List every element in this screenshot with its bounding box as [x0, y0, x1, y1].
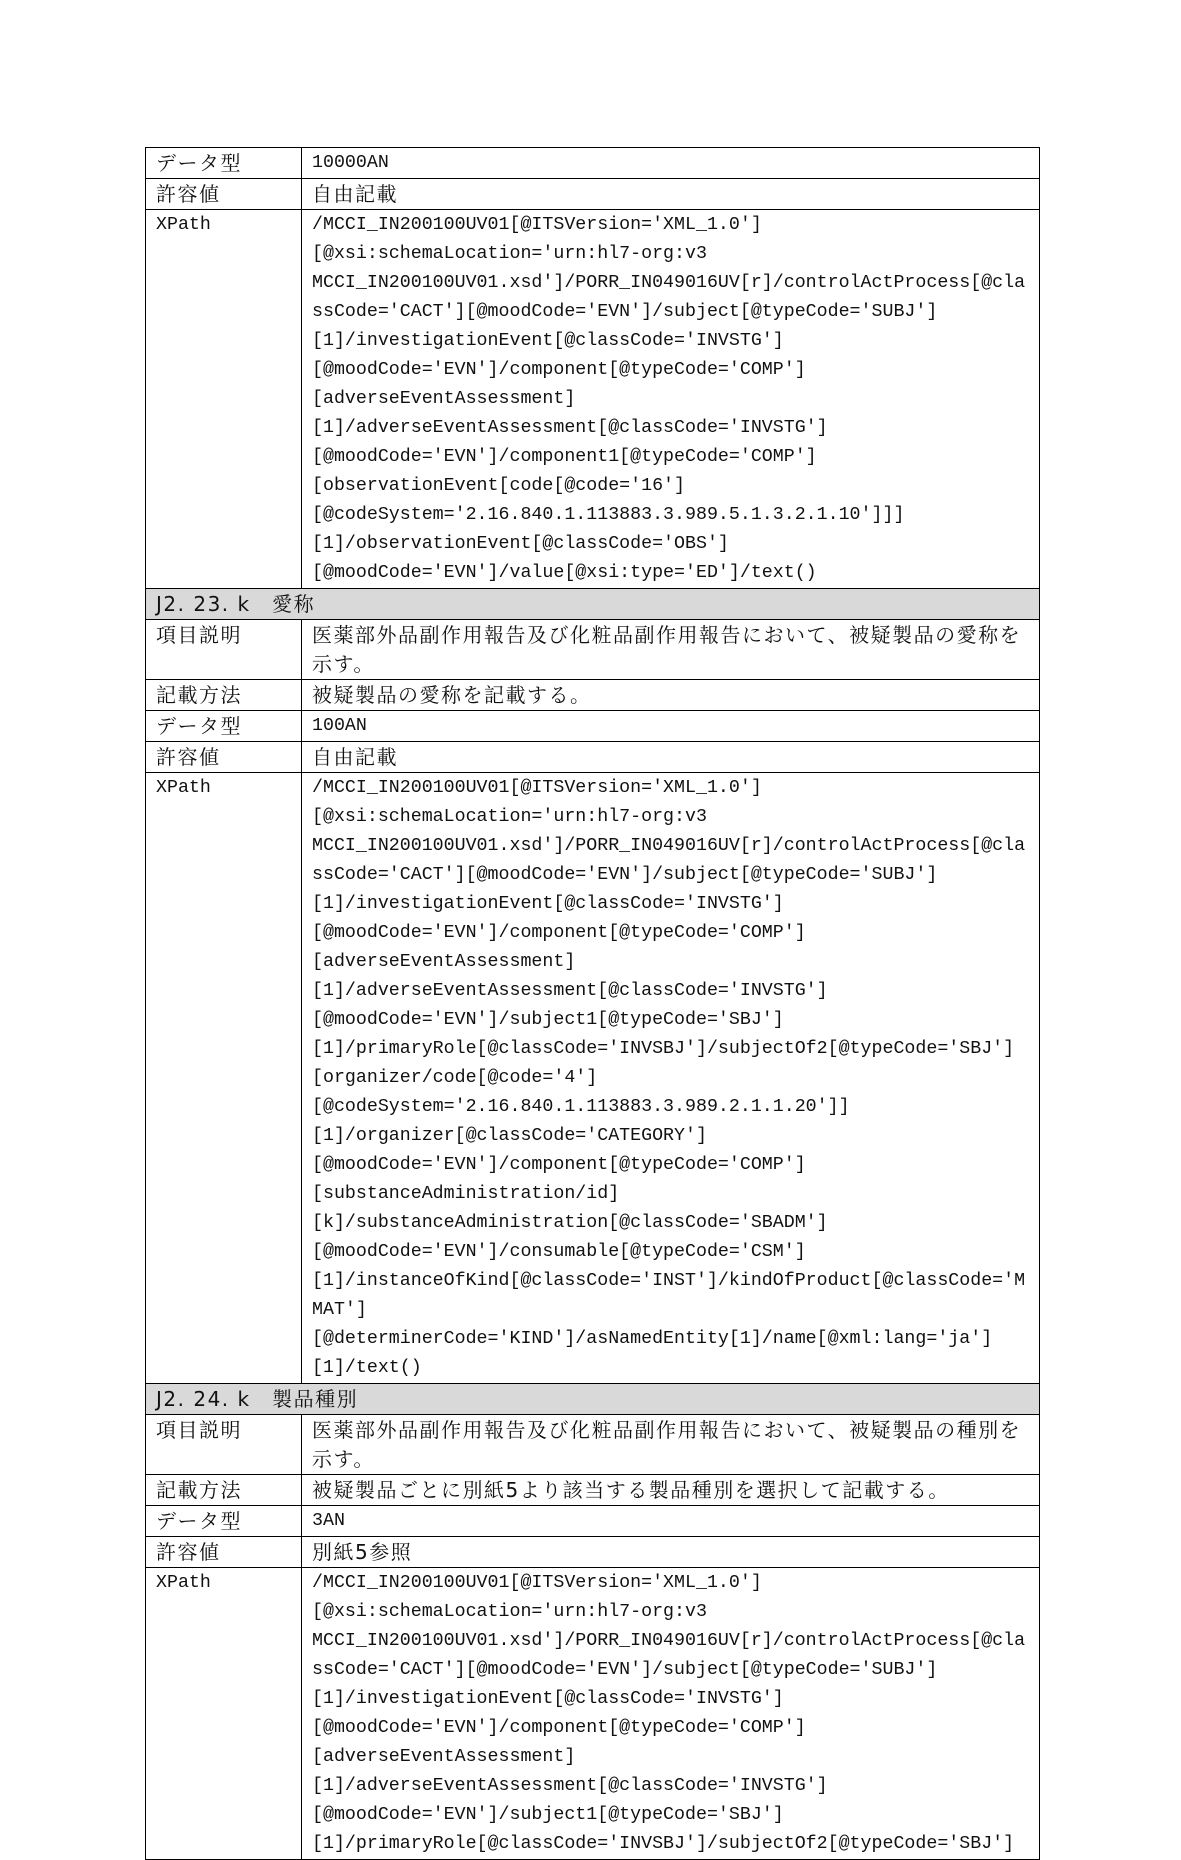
row-value: 自由記載 [302, 742, 1040, 773]
row-label: XPath [146, 1568, 302, 1860]
row-value: 10000AN [302, 148, 1040, 179]
row-label: データ型 [146, 1506, 302, 1537]
row-value: 被疑製品ごとに別紙5より該当する製品種別を選択して記載する。 [302, 1475, 1040, 1506]
table-row [146, 1475, 1040, 1506]
section-title: J2. 24. k 製品種別 [146, 1384, 1040, 1415]
row-label: データ型 [146, 711, 302, 742]
row-label: 項目説明 [146, 620, 302, 680]
table-row [146, 148, 1040, 179]
row-value: 医薬部外品副作用報告及び化粧品副作用報告において、被疑製品の愛称を示す。 [302, 620, 1040, 680]
row-value: 自由記載 [302, 179, 1040, 210]
row-label: 許容値 [146, 742, 302, 773]
table-row [146, 1415, 1040, 1475]
row-label: 許容値 [146, 179, 302, 210]
table-row [146, 680, 1040, 711]
xpath-value: /MCCI_IN200100UV01[@ITSVersion='XML_1.0'][@xsi:schemaLocation='urn:hl7-org:v3 MCCI_IN200100UV01.xsd']/PORR_IN049016UV[r]/controlActProcess[@classCode='CACT'][@moodCode='EVN']/subject[@typeCode='SUBJ'][1]/investigationEvent[@classCode='INVSTG'][@moodCode='EVN']/component[@typeCode='COMP'][adverseEventAssessment][1]/adverseEventAssessment[@classCode='INVSTG'][@moodCode='EVN']/subject1[@typeCode='SBJ'][1]/primaryRole[@classCode='INVSBJ']/subjectOf2[@typeCode='SBJ'][organizer/code[@code='4'][@codeSystem='2.16.840.1.113883.3.989.2.1.1.20']][1]/organizer[@classCode='CATEGORY'][@moodCode='EVN']/component[@typeCode='COMP'][substanceAdministration/id][k]/substanceAdministration[@classCode='SBADM'][@moodCode='EVN']/consumable[@typeCode='CSM'][1]/instanceOfKind[@classCode='INST']/kindOfProduct[@classCode='MMAT'][@determinerCode='KIND']/asNamedEntity[1]/name[@xml:lang='ja'][1]/text() [302, 773, 1040, 1384]
row-label: 許容値 [146, 1537, 302, 1568]
row-value: 100AN [302, 711, 1040, 742]
row-value: 医薬部外品副作用報告及び化粧品副作用報告において、被疑製品の種別を示す。 [302, 1415, 1040, 1475]
table-row [146, 711, 1040, 742]
row-value: 被疑製品の愛称を記載する。 [302, 680, 1040, 711]
row-value: 別紙5参照 [302, 1537, 1040, 1568]
table-row [146, 210, 1040, 589]
row-value: 3AN [302, 1506, 1040, 1537]
section-header-j2-23 [146, 589, 1040, 620]
table-row [146, 773, 1040, 1384]
xpath-value: /MCCI_IN200100UV01[@ITSVersion='XML_1.0'][@xsi:schemaLocation='urn:hl7-org:v3 MCCI_IN200100UV01.xsd']/PORR_IN049016UV[r]/controlActProcess[@classCode='CACT'][@moodCode='EVN']/subject[@typeCode='SUBJ'][1]/investigationEvent[@classCode='INVSTG'][@moodCode='EVN']/component[@typeCode='COMP'][adverseEventAssessment][1]/adverseEventAssessment[@classCode='INVSTG'][@moodCode='EVN']/component1[@typeCode='COMP'][observationEvent[code[@code='16'][@codeSystem='2.16.840.1.113883.3.989.5.1.3.2.1.10']]][1]/observationEvent[@classCode='OBS'][@moodCode='EVN']/value[@xsi:type='ED']/text() [302, 210, 1040, 589]
spec-table [145, 147, 1040, 1860]
table-row [146, 620, 1040, 680]
row-label: 記載方法 [146, 680, 302, 711]
section-title: J2. 23. k 愛称 [146, 589, 1040, 620]
row-label: XPath [146, 773, 302, 1384]
table-row [146, 1537, 1040, 1568]
row-label: 項目説明 [146, 1415, 302, 1475]
section-header-j2-24 [146, 1384, 1040, 1415]
row-label: XPath [146, 210, 302, 589]
table-row [146, 179, 1040, 210]
row-label: 記載方法 [146, 1475, 302, 1506]
table-row [146, 742, 1040, 773]
table-row [146, 1506, 1040, 1537]
table-row [146, 1568, 1040, 1860]
row-label: データ型 [146, 148, 302, 179]
xpath-value: /MCCI_IN200100UV01[@ITSVersion='XML_1.0'][@xsi:schemaLocation='urn:hl7-org:v3 MCCI_IN200100UV01.xsd']/PORR_IN049016UV[r]/controlActProcess[@classCode='CACT'][@moodCode='EVN']/subject[@typeCode='SUBJ'][1]/investigationEvent[@classCode='INVSTG'][@moodCode='EVN']/component[@typeCode='COMP'][adverseEventAssessment][1]/adverseEventAssessment[@classCode='INVSTG'][@moodCode='EVN']/subject1[@typeCode='SBJ'][1]/primaryRole[@classCode='INVSBJ']/subjectOf2[@typeCode='SBJ'] [302, 1568, 1040, 1860]
